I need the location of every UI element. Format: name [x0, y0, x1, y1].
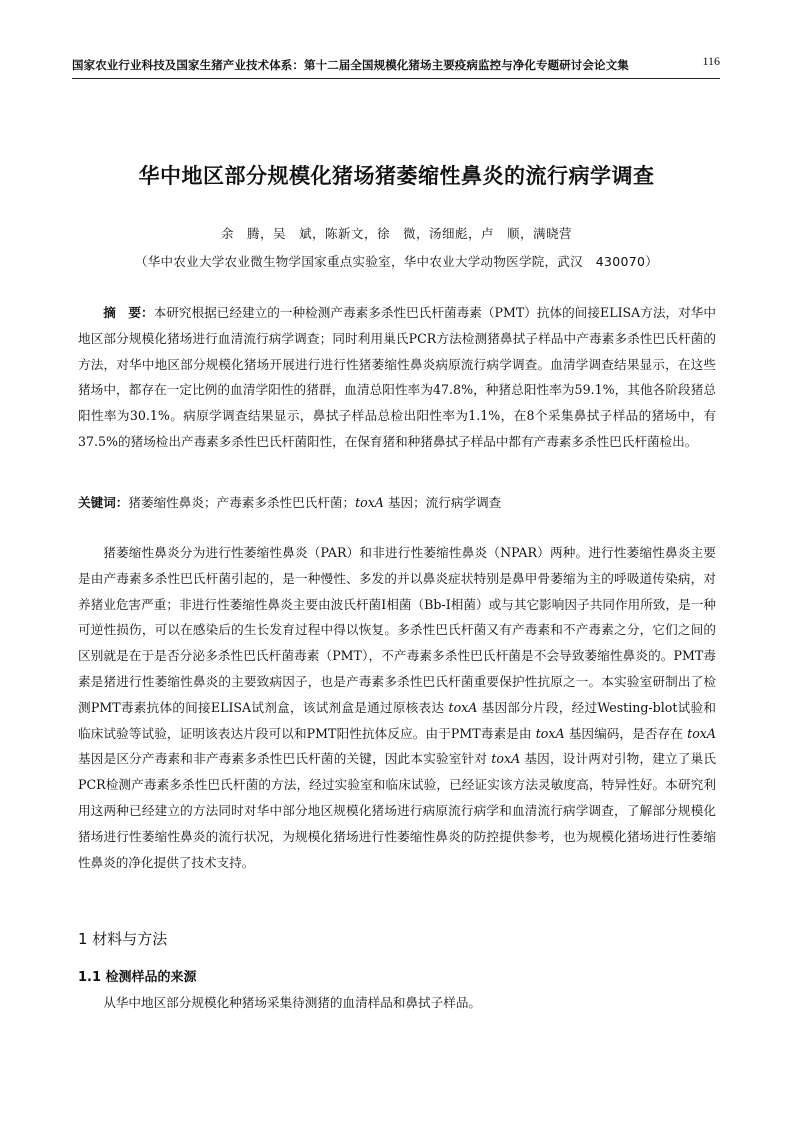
keywords-line	[78, 490, 716, 516]
subsection-text: 从华中地区部分规模化种猪场采集待测猪的血清样品和鼻拭子样品。	[103, 995, 481, 1010]
gene-name: toxA	[448, 699, 478, 715]
intro-text: 基因是区分产毒素和非产毒素多杀性巴氏杆菌的关键，因此本实验室针对	[78, 751, 492, 767]
intro-paragraph	[78, 540, 716, 875]
keywords-text-before: 猪萎缩性鼻炎；产毒素多杀性巴氏杆菌；	[128, 495, 356, 510]
intro-text: 基因，设计两对引物，建立了巢氏PCR检测产毒素多杀性巴氏杆菌的方法，经过实验室和临床试验，已经证实该方法灵敏度高，特异性好。本研究利用这两种已经建立的方法同时对华中部分地区规模化猪场进行病原流行病学和血清流行病学调查，了解部分规模化猪场进行性萎缩性鼻炎的流行状况，为规模化猪场进行性萎缩性鼻炎的防控提供参考，也为规模化猪场进行性萎缩性鼻炎的净化提供了技术支持。	[78, 751, 716, 870]
page-number: 116	[702, 54, 720, 68]
gene-name: toxA	[491, 751, 521, 767]
paper-title: 华中地区部分规模化猪场猪萎缩性鼻炎的流行病学调查	[138, 164, 655, 188]
abstract-label: 摘 要：	[103, 305, 154, 320]
running-header	[72, 54, 720, 79]
author-list: 余 腾，吴 斌，陈新文，徐 微，汤细彪，卢 顺，满晓营	[220, 226, 572, 241]
abstract-text: 本研究根据已经建立的一种检测产毒素多杀性巴氏杆菌毒素（PMT）抗体的间接ELISA方法，对华中地区部分规模化猪场进行血清流行病学调查；同时利用巢氏PCR方法检测猪鼻拭子样品中产毒素多杀性巴氏杆菌的方法，对华中地区部分规模化猪场开展进行进行性猪萎缩性鼻炎病原流行病学调查。血清学调查结果显示，在这些猪场中，都存在一定比例的血清学阳性的猪群，血清总阳性率为47.8%，种猪总阳性率为59.1%，其他各阶段猪总阳性率为30.1%。病原学调查结果显示，鼻拭子样品总检出阳性率为1.1%，在8个采集鼻拭子样品的猪场中，有37.5%的猪场检出产毒素多杀性巴氏杆菌阳性，在保育猪和种猪鼻拭子样品中都有产毒素多杀性巴氏杆菌检出。	[78, 305, 717, 449]
intro-text: 基因编码，是否存在	[564, 725, 688, 741]
running-title: 国家农业行业科技及国家生猪产业技术体系：第十二届全国规模化猪场主要疫病监控与净化专题研讨会论文集	[72, 58, 629, 72]
keywords-gene: toxA	[355, 495, 384, 510]
abstract-paragraph	[78, 300, 716, 455]
keywords-text-after: 基因；流行病学调查	[383, 495, 502, 510]
gene-name: toxA	[535, 725, 565, 741]
gene-name: toxA	[687, 725, 716, 741]
keywords-label: 关键词：	[78, 495, 129, 510]
intro-text: 猪萎缩性鼻炎分为进行性萎缩性鼻炎（PAR）和非进行性萎缩性鼻炎（NPAR）两种。进行性萎缩性鼻炎主要是由产毒素多杀性巴氏杆菌引起的，是一种慢性、多发的并以鼻炎症状特别是鼻甲骨萎缩为主的呼吸道传染病，对养猪业危害严重；非进行性萎缩性鼻炎主要由波氏杆菌Ⅰ相菌（Bb-Ⅰ相菌）或与其它影响因子共同作用所致，是一种可逆性损伤，可以在感染后的生长发育过程中得以恢复。多杀性巴氏杆菌又有产毒素和不产毒素之分，它们之间的区别就是在于是否分泌多杀性巴氏杆菌毒素（PMT），不产毒素多杀性巴氏杆菌是不会导致萎缩性鼻炎的。PMT毒素是猪进行性萎缩性鼻炎的主要致病因子，也是产毒素多杀性巴氏杆菌重要保护性抗原之一。本实验室研制出了检测PMT毒素抗体的间接ELISA试剂盒，该试剂盒是通过原核表达	[78, 545, 716, 715]
section-heading: 1 材料与方法	[78, 930, 168, 948]
intro-text: 基因部分片段，经过Westing-blot试验和临床试验等试验，证明该表达片段可以和PMT阳性抗体反应。由于PMT毒素是由	[78, 699, 716, 741]
subsection-heading: 1.1 检测样品的来源	[78, 970, 197, 985]
affiliation: （华中农业大学农业微生物学国家重点实验室，华中农业大学动物医学院，武汉 430070）	[134, 254, 659, 269]
